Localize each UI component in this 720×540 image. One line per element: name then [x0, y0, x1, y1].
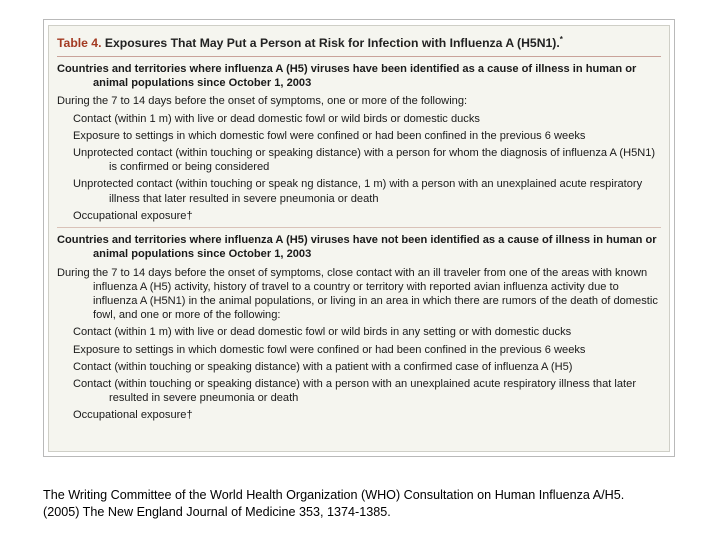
citation-line: The Writing Committee of the World Health Organization (WHO) Consultation on Human Influenza A/H5. — [43, 488, 625, 502]
exposure-item: Unprotected contact (within touching or speak ng distance, 1 m) with a person with an unexplained acute respiratory illness that later resulted in severe pneumonia or death — [73, 178, 643, 205]
section-heading: Countries and territories where influenza A (H5) viruses have been identified as a cause of illness in human or animal populations since October 1, 2003 — [57, 63, 637, 90]
table-figure — [43, 19, 675, 457]
exposure-item: Unprotected contact (within touching or speaking distance) with a person for whom the diagnosis of influenza A (H5N1) is confirmed or being considered — [73, 147, 656, 174]
table-panel — [48, 25, 670, 452]
table-number: Table 4. — [57, 36, 102, 51]
exposure-item: Contact (within touching or speaking distance) with a patient with a confirmed case of influenza A (H5) — [73, 360, 573, 373]
exposure-item: Occupational exposure† — [73, 209, 193, 222]
section-divider — [57, 227, 661, 228]
exposure-item: Contact (within 1 m) with live or dead domestic fowl or wild birds or domestic ducks — [73, 112, 480, 125]
exposure-item: Occupational exposure† — [73, 409, 193, 422]
exposure-item: Contact (within 1 m) with live or dead domestic fowl or wild birds in any setting or with domestic ducks — [73, 326, 572, 339]
section-lead: During the 7 to 14 days before the onset of symptoms, close contact with an ill traveler from one of the areas with known influenza A (H5) activity, history of travel to a country or territory with reported avian influenza activity due to influenza A (H5N1) in the animal populations, or living in an area in which there are rumors of the death of domestic fowl, and one or more of the following: — [57, 266, 658, 322]
exposure-item: Exposure to settings in which domestic fowl were confined or had been confined in the previous 6 weeks — [73, 343, 586, 356]
section-lead: During the 7 to 14 days before the onset of symptoms, one or more of the following: — [57, 95, 468, 108]
table-body — [57, 62, 661, 422]
exposure-item: Exposure to settings in which domestic fowl were confined or had been confined in the previous 6 weeks — [73, 129, 586, 142]
section-heading: Countries and territories where influenza A (H5) viruses have not been identified as a cause of illness in human or animal populations since October 1, 2003 — [57, 234, 657, 261]
table-title-text: Exposures That May Put a Person at Risk for Infection with Influenza A (H5N1). — [104, 36, 560, 51]
table-title — [57, 32, 661, 57]
exposure-item: Contact (within touching or speaking distance) with a person with an unexplained acute respiratory illness that later resulted in severe pneumonia or death — [73, 377, 637, 405]
citation — [43, 487, 713, 521]
table-title-footnote-mark: * — [559, 35, 563, 44]
citation-line: (2005) The New England Journal of Medicine 353, 1374-1385. — [43, 505, 391, 519]
